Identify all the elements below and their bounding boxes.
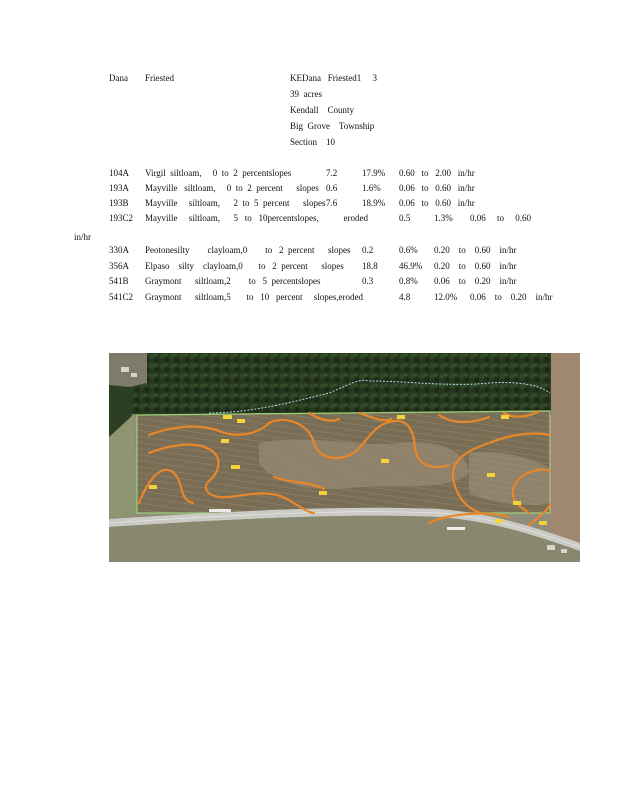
soil-percent: 12.0% (434, 292, 458, 302)
building (121, 367, 129, 372)
farm-county: Kendall County (290, 105, 354, 115)
soil-permeability: 0.06 to 0.60 in/hr (399, 198, 475, 208)
soil-permeability: 0.06 to 0.60 in/hr (399, 183, 475, 193)
soil-code: 193B (109, 198, 129, 208)
woodland-area (109, 353, 551, 415)
soil-row (0, 262, 618, 274)
soil-acres: 0.3 (362, 276, 374, 286)
soil-description: Virgil siltloam, 0 to 2 percentslopes (145, 168, 292, 178)
soil-unit-label (397, 415, 405, 419)
soil-permeability: 0.06 to 0.20 in/hr (470, 292, 553, 302)
soil-row (0, 199, 618, 211)
soil-row (0, 214, 618, 242)
soil-percent: 1.6% (362, 183, 381, 193)
soil-row (0, 246, 618, 258)
farm-id: KEDana Friested1 3 (290, 73, 377, 83)
soil-row (0, 277, 618, 289)
road-label (209, 509, 231, 512)
soil-unit-label (539, 521, 547, 525)
soil-acres: 0.6 (326, 183, 338, 193)
soil-percent: 0.6% (399, 245, 418, 255)
soil-acres: 7.2 (326, 168, 338, 178)
soil-percent: 17.9% (362, 168, 386, 178)
soil-acres: 18.8 (362, 261, 378, 271)
soil-unit-label (221, 439, 229, 443)
soil-description: Peotonesilty clayloam,0 to 2 percent slopes (145, 245, 351, 255)
soil-unit-label (319, 491, 327, 495)
soil-description: Mayville siltloam, 0 to 2 percent slopes (145, 183, 319, 193)
soil-code: 330A (109, 245, 129, 255)
soil-row (0, 169, 618, 181)
soil-permeability: 0.60 to 2.00 in/hr (399, 168, 475, 178)
building (547, 545, 555, 550)
soil-unit-label (495, 519, 503, 523)
soil-code: 541C2 (109, 292, 134, 302)
soil-unit-label (237, 419, 245, 423)
building (561, 549, 567, 553)
soil-unit-label (223, 415, 232, 419)
soil-description: Mayville siltloam, 5 to 10percentslopes, eroded (145, 213, 368, 223)
soil-row (0, 184, 618, 196)
soil-description: Graymont siltloam,2 to 5 percentslopes (145, 276, 321, 286)
owner-last-name: Friested (145, 73, 174, 83)
soil-unit-label (487, 473, 495, 477)
soil-unit-label (501, 415, 509, 419)
soil-percent: 0.8% (399, 276, 418, 286)
soil-unit-label (231, 465, 240, 469)
farm-acres: 39 acres (290, 89, 322, 99)
soil-acres: 4.8 (399, 292, 411, 302)
soil-code: 193C2 (109, 213, 134, 223)
soil-description: Graymont siltloam,5 to 10 percent slopes,eroded (145, 292, 363, 302)
soil-permeability: 0.06 to 0.20 in/hr (434, 276, 517, 286)
soil-permeability: 0.20 to 0.60 in/hr (434, 245, 517, 255)
soil-description: Elpaso silty clayloam,0 to 2 percent slopes (145, 261, 344, 271)
soil-row (0, 293, 618, 305)
soil-code: 541B (109, 276, 129, 286)
soil-description: Mayville siltloam, 2 to 5 percent slopes (145, 198, 326, 208)
farm-township: Big Grove Township (290, 121, 375, 131)
soil-permeability: 0.20 to 0.60 in/hr (434, 261, 517, 271)
soil-percent: 1.3% (434, 213, 453, 223)
soil-acres: 7.6 (326, 198, 338, 208)
aerial-soil-map (109, 353, 580, 562)
soil-code: 104A (109, 168, 129, 178)
building (131, 373, 137, 377)
farm-section: Section 10 (290, 137, 335, 147)
road-label (447, 527, 465, 530)
field-right-strip (550, 353, 580, 562)
soil-permeability-wrap: in/hr (74, 232, 91, 242)
soil-permeability: 0.06 to 0.60 (470, 213, 532, 223)
owner-first-name: Dana (109, 73, 128, 83)
soil-unit-label (381, 459, 389, 463)
soil-code: 356A (109, 261, 129, 271)
soil-acres: 0.2 (362, 245, 374, 255)
soil-percent: 46.9% (399, 261, 423, 271)
soil-unit-label (513, 501, 521, 505)
soil-unit-label (149, 485, 157, 489)
soil-code: 193A (109, 183, 129, 193)
soil-acres: 0.5 (399, 213, 411, 223)
soil-percent: 18.9% (362, 198, 386, 208)
